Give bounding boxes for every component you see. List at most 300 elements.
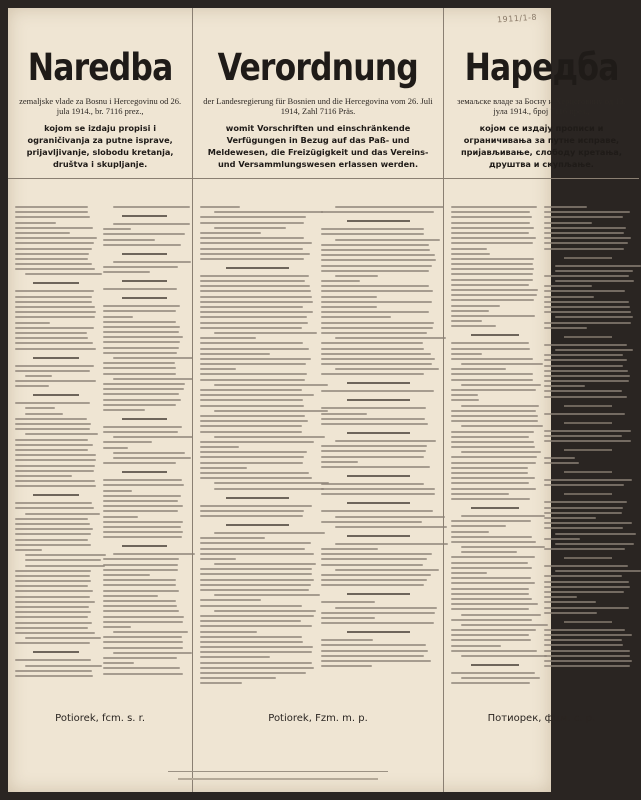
text-line bbox=[544, 237, 630, 239]
text-line bbox=[200, 441, 314, 443]
text-line bbox=[15, 248, 92, 250]
text-line bbox=[25, 375, 52, 377]
section-heading-line bbox=[564, 557, 612, 559]
text-line bbox=[25, 433, 98, 435]
text-line bbox=[15, 616, 88, 618]
text-line bbox=[321, 655, 424, 657]
section-heading-line bbox=[347, 631, 410, 633]
text-line bbox=[555, 316, 633, 318]
text-line bbox=[451, 342, 529, 344]
text-line bbox=[461, 551, 517, 553]
text-line bbox=[555, 270, 633, 272]
text-line bbox=[461, 405, 539, 407]
text-line bbox=[25, 665, 103, 667]
text-line bbox=[103, 431, 178, 433]
text-line bbox=[451, 284, 529, 286]
text-line bbox=[200, 311, 312, 313]
text-line bbox=[103, 536, 182, 538]
text-line bbox=[544, 344, 626, 346]
text-line bbox=[321, 461, 358, 463]
text-line bbox=[15, 370, 90, 372]
text-line bbox=[103, 590, 179, 592]
text-line bbox=[451, 294, 537, 296]
text-line bbox=[200, 568, 311, 570]
text-line bbox=[451, 582, 536, 584]
text-line bbox=[451, 446, 535, 448]
text-line bbox=[15, 306, 95, 308]
text-line bbox=[321, 353, 431, 355]
section-heading-line bbox=[564, 493, 612, 495]
text-line bbox=[451, 206, 537, 208]
text-line bbox=[103, 271, 150, 273]
text-line bbox=[461, 546, 544, 548]
section-heading-line bbox=[564, 471, 612, 473]
text-line bbox=[25, 407, 55, 409]
text-line bbox=[321, 342, 423, 344]
text-line bbox=[15, 622, 92, 624]
text-line bbox=[103, 409, 145, 411]
text-line bbox=[200, 353, 270, 355]
text-line bbox=[200, 327, 301, 329]
section-heading-line bbox=[471, 334, 519, 336]
text-line bbox=[103, 657, 177, 659]
section-heading-line bbox=[347, 220, 410, 222]
text-line bbox=[200, 306, 302, 308]
text-line bbox=[200, 368, 236, 370]
section-heading-line bbox=[564, 336, 612, 338]
text-line bbox=[321, 413, 367, 415]
text-line bbox=[461, 384, 541, 386]
text-line bbox=[451, 525, 506, 527]
text-line bbox=[113, 378, 193, 380]
text-line bbox=[461, 425, 542, 427]
text-line bbox=[15, 337, 88, 339]
proclamation-sheet bbox=[8, 8, 626, 792]
text-line bbox=[451, 320, 483, 322]
text-line bbox=[15, 606, 89, 608]
text-line bbox=[451, 456, 537, 458]
issuer-line-german: der Landesregierung für Bosnien und die Hercegovina vom 26. Juli 1914, Zahl 7116 Präs. bbox=[203, 96, 433, 116]
text-line bbox=[451, 593, 529, 595]
text-line bbox=[200, 456, 304, 458]
text-line bbox=[200, 620, 301, 622]
text-line bbox=[103, 362, 175, 364]
text-line bbox=[15, 348, 96, 350]
text-line bbox=[451, 531, 489, 533]
text-line bbox=[15, 670, 92, 672]
text-line bbox=[544, 275, 628, 277]
issuer-line-latin: zemaljske vlade za Bosnu i Hercegovinu od 26. jula 1914., br. 7116 prez., bbox=[19, 96, 182, 116]
text-line bbox=[200, 275, 309, 277]
text-line bbox=[103, 441, 152, 443]
text-line bbox=[544, 575, 621, 577]
body-text-german bbox=[200, 206, 436, 706]
text-line bbox=[451, 268, 534, 270]
text-line bbox=[451, 216, 532, 218]
text-line bbox=[321, 285, 429, 287]
text-line bbox=[15, 465, 95, 467]
text-line bbox=[103, 626, 131, 628]
text-line bbox=[555, 533, 636, 535]
text-line bbox=[200, 677, 275, 679]
text-line bbox=[15, 675, 93, 677]
text-line bbox=[15, 418, 87, 420]
text-line bbox=[103, 584, 176, 586]
text-line bbox=[544, 390, 622, 392]
text-line bbox=[451, 373, 533, 375]
text-line bbox=[321, 358, 435, 360]
text-line bbox=[451, 368, 506, 370]
text-line bbox=[200, 237, 303, 239]
text-line bbox=[103, 667, 179, 669]
text-line bbox=[103, 310, 176, 312]
text-line bbox=[451, 603, 538, 605]
text-line bbox=[321, 249, 430, 251]
text-line bbox=[200, 472, 309, 474]
text-line bbox=[321, 418, 425, 420]
text-line bbox=[113, 223, 190, 225]
text-line bbox=[113, 452, 185, 454]
text-line bbox=[103, 616, 184, 618]
text-line bbox=[15, 580, 91, 582]
text-line bbox=[544, 634, 631, 636]
section-heading-line bbox=[122, 280, 167, 282]
text-line bbox=[555, 280, 634, 282]
text-line bbox=[544, 301, 629, 303]
text-line bbox=[544, 596, 577, 598]
text-line bbox=[544, 538, 579, 540]
text-line bbox=[451, 498, 530, 500]
section-heading-line bbox=[564, 449, 612, 451]
text-line bbox=[103, 393, 179, 395]
section-heading-line bbox=[347, 535, 410, 537]
text-line bbox=[451, 577, 531, 579]
text-line bbox=[321, 306, 377, 308]
text-line bbox=[321, 493, 435, 495]
signature-cyrillic: Потиорек, фцм. с. р. bbox=[487, 713, 596, 724]
text-line bbox=[451, 379, 533, 381]
text-line bbox=[321, 311, 429, 313]
divider bbox=[193, 178, 443, 179]
subject-latin: kojom se izdaju propisi i ograničivanja za putne isprave, prijavljivanje, slobodu kretanja, društva i skupljanje. bbox=[26, 123, 174, 169]
text-line bbox=[200, 394, 314, 396]
section-heading-line bbox=[122, 297, 167, 299]
text-line bbox=[321, 407, 426, 409]
text-line bbox=[200, 477, 312, 479]
text-line bbox=[214, 211, 323, 213]
text-line bbox=[544, 612, 597, 614]
text-line bbox=[321, 574, 431, 576]
text-line bbox=[451, 248, 487, 250]
text-line bbox=[200, 537, 265, 539]
text-line bbox=[103, 600, 176, 602]
text-line bbox=[555, 570, 641, 572]
text-line bbox=[103, 510, 178, 512]
text-line bbox=[335, 607, 437, 609]
text-line bbox=[15, 570, 91, 572]
text-line bbox=[451, 467, 529, 469]
text-line bbox=[15, 539, 88, 541]
text-line bbox=[15, 311, 96, 313]
text-line bbox=[15, 211, 88, 213]
text-line bbox=[25, 637, 102, 639]
text-line bbox=[321, 521, 422, 523]
text-line bbox=[544, 607, 628, 609]
text-line bbox=[544, 430, 631, 432]
text-line bbox=[103, 462, 176, 464]
text-line bbox=[15, 449, 88, 451]
text-line bbox=[200, 316, 307, 318]
text-line bbox=[555, 265, 641, 267]
text-line bbox=[200, 599, 261, 601]
section-heading-line bbox=[226, 524, 289, 526]
text-line bbox=[321, 612, 435, 614]
text-line bbox=[200, 342, 302, 344]
archive-pencil-note: 1911/1-8 bbox=[496, 12, 538, 25]
text-line bbox=[451, 608, 529, 610]
text-line bbox=[15, 528, 93, 530]
text-line bbox=[544, 655, 629, 657]
text-line bbox=[15, 627, 88, 629]
text-line bbox=[321, 553, 432, 555]
text-line bbox=[200, 636, 301, 638]
text-line bbox=[15, 258, 88, 260]
text-line bbox=[103, 447, 128, 449]
text-line bbox=[321, 322, 434, 324]
text-line bbox=[15, 485, 96, 487]
text-line bbox=[15, 507, 94, 509]
text-line bbox=[25, 273, 102, 275]
subject-german: womit Vorschriften und einschränkende Verfügungen in Bezug auf das Paß- und Meldewesen, die Freizügigkeit und das Vereins- und Versammlungswesen erlassen werden. bbox=[207, 123, 429, 169]
text-line bbox=[451, 536, 532, 538]
text-line bbox=[321, 259, 436, 261]
text-line bbox=[451, 472, 529, 474]
text-line bbox=[544, 385, 584, 387]
text-line bbox=[200, 322, 308, 324]
text-line bbox=[544, 396, 626, 398]
text-line bbox=[15, 518, 88, 520]
text-line bbox=[451, 232, 529, 234]
text-line bbox=[103, 266, 178, 268]
text-line bbox=[214, 482, 329, 484]
text-line bbox=[544, 380, 629, 382]
text-line bbox=[451, 211, 530, 213]
text-line bbox=[461, 363, 542, 365]
text-line bbox=[200, 605, 302, 607]
text-line bbox=[321, 327, 433, 329]
text-line bbox=[15, 480, 95, 482]
text-line bbox=[103, 558, 179, 560]
text-line bbox=[200, 301, 313, 303]
text-line bbox=[321, 584, 424, 586]
text-line bbox=[103, 531, 183, 533]
text-line bbox=[103, 526, 181, 528]
text-line bbox=[451, 227, 534, 229]
text-line bbox=[200, 296, 312, 298]
text-line bbox=[544, 211, 629, 213]
text-line bbox=[335, 275, 378, 277]
text-line bbox=[103, 367, 176, 369]
text-line bbox=[15, 365, 94, 367]
text-line bbox=[103, 569, 178, 571]
text-line bbox=[321, 296, 377, 298]
text-line bbox=[544, 479, 632, 481]
text-line bbox=[544, 435, 622, 437]
text-line bbox=[321, 510, 433, 512]
text-line bbox=[103, 662, 134, 664]
text-line bbox=[321, 660, 431, 662]
text-line bbox=[214, 227, 286, 229]
text-line bbox=[15, 470, 94, 472]
text-line bbox=[200, 389, 302, 391]
text-line bbox=[103, 574, 150, 576]
printer-footer-rule bbox=[168, 771, 388, 772]
text-line bbox=[451, 562, 528, 564]
text-line bbox=[103, 484, 184, 486]
text-line bbox=[103, 316, 132, 318]
text-line bbox=[200, 558, 236, 560]
text-line bbox=[200, 363, 306, 365]
text-line bbox=[451, 619, 532, 621]
text-line bbox=[544, 206, 586, 208]
text-line bbox=[214, 532, 325, 534]
signature-latin: Potiorek, fcm. s. r. bbox=[55, 713, 146, 724]
text-line bbox=[451, 482, 529, 484]
text-line bbox=[15, 385, 49, 387]
text-line bbox=[200, 548, 305, 550]
text-line bbox=[544, 665, 629, 667]
text-line bbox=[113, 436, 194, 438]
text-line bbox=[555, 349, 633, 351]
text-line bbox=[103, 233, 185, 235]
text-line bbox=[321, 564, 423, 566]
section-heading-line bbox=[564, 422, 612, 424]
text-line bbox=[451, 263, 533, 265]
text-line bbox=[103, 595, 158, 597]
text-line bbox=[15, 642, 90, 644]
text-line bbox=[15, 502, 92, 504]
text-line bbox=[103, 495, 181, 497]
text-line bbox=[113, 553, 195, 555]
text-line bbox=[103, 579, 176, 581]
text-line bbox=[103, 326, 180, 328]
text-line bbox=[451, 348, 530, 350]
text-line bbox=[113, 357, 193, 359]
text-line bbox=[15, 632, 95, 634]
text-line bbox=[200, 373, 307, 375]
text-line bbox=[451, 477, 535, 479]
text-line bbox=[103, 347, 179, 349]
text-line bbox=[544, 296, 594, 298]
text-line bbox=[544, 311, 630, 313]
text-line bbox=[335, 368, 440, 370]
text-line bbox=[103, 239, 155, 241]
text-line bbox=[15, 301, 92, 303]
text-line bbox=[103, 305, 180, 307]
section-heading-line bbox=[122, 418, 167, 420]
text-line bbox=[15, 227, 93, 229]
text-line bbox=[544, 248, 623, 250]
text-line bbox=[15, 475, 72, 477]
text-line bbox=[321, 617, 375, 619]
text-line bbox=[321, 265, 432, 267]
text-line bbox=[103, 388, 184, 390]
text-line bbox=[544, 565, 627, 567]
text-line bbox=[15, 263, 92, 265]
text-line bbox=[25, 513, 100, 515]
text-line bbox=[451, 436, 529, 438]
text-line bbox=[200, 232, 261, 234]
text-line bbox=[113, 261, 191, 263]
section-heading-line bbox=[122, 545, 167, 547]
text-line bbox=[451, 410, 536, 412]
text-line bbox=[214, 563, 316, 565]
divider bbox=[444, 178, 639, 179]
text-line bbox=[544, 232, 624, 234]
text-line bbox=[214, 384, 328, 386]
text-line bbox=[103, 490, 132, 492]
section-heading-line bbox=[347, 432, 410, 434]
text-line bbox=[200, 631, 257, 633]
section-heading-line bbox=[471, 664, 519, 666]
text-line bbox=[544, 581, 628, 583]
text-line bbox=[451, 222, 530, 224]
text-line bbox=[200, 253, 310, 255]
text-line bbox=[544, 586, 629, 588]
text-line bbox=[544, 601, 596, 603]
text-line bbox=[113, 652, 192, 654]
text-line bbox=[451, 299, 534, 301]
text-line bbox=[15, 342, 93, 344]
text-line bbox=[15, 296, 92, 298]
text-line bbox=[214, 610, 316, 612]
text-line bbox=[200, 405, 304, 407]
text-line bbox=[451, 462, 536, 464]
text-line bbox=[451, 315, 536, 317]
text-line bbox=[113, 457, 191, 459]
text-line bbox=[25, 554, 106, 556]
text-line bbox=[451, 650, 537, 652]
text-line bbox=[544, 285, 592, 287]
text-line bbox=[451, 556, 536, 558]
text-line bbox=[321, 488, 435, 490]
text-line bbox=[544, 644, 623, 646]
text-line bbox=[451, 353, 482, 355]
text-line bbox=[321, 228, 424, 230]
text-line bbox=[321, 665, 372, 667]
text-line bbox=[200, 399, 302, 401]
text-line bbox=[103, 610, 179, 612]
text-line bbox=[15, 544, 91, 546]
text-line bbox=[15, 322, 50, 324]
text-line bbox=[103, 647, 183, 649]
section-heading-line bbox=[226, 267, 289, 269]
text-line bbox=[451, 399, 479, 401]
text-line bbox=[200, 542, 311, 544]
text-line bbox=[15, 575, 90, 577]
text-line bbox=[25, 559, 101, 561]
text-line bbox=[321, 558, 427, 560]
text-line bbox=[15, 454, 96, 456]
section-heading-line bbox=[471, 507, 519, 509]
text-line bbox=[451, 358, 533, 360]
text-line bbox=[321, 456, 424, 458]
text-line bbox=[451, 672, 536, 674]
text-line bbox=[544, 462, 578, 464]
text-line bbox=[451, 645, 502, 647]
text-line bbox=[103, 500, 178, 502]
text-line bbox=[200, 258, 304, 260]
